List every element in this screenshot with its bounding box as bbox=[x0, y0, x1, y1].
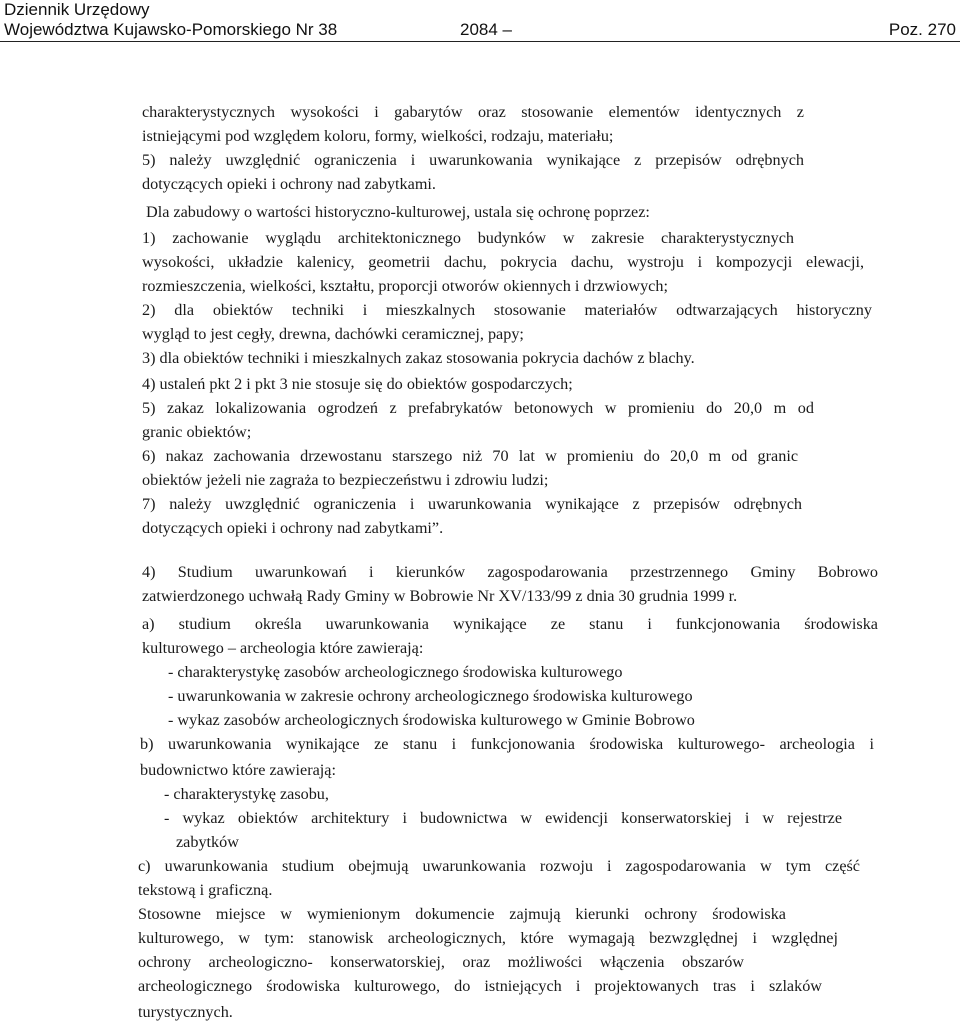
text-line: zatwierdzonego uchwałą Rady Gminy w Bobrowie Nr XV/133/99 z dnia 30 grudnia 1999 r. bbox=[142, 587, 738, 605]
text-line: 1) zachowanie wyglądu architektonicznego budynków w zakresie charakterystycznych bbox=[142, 229, 794, 247]
scanned-document-body bbox=[0, 44, 960, 1033]
text-line: - charakterystykę zasobów archeologicznego środowiska kulturowego bbox=[168, 663, 623, 681]
text-line: a) studium określa uwarunkowania wynikające ze stanu i funkcjonowania środowiska bbox=[142, 615, 878, 633]
text-line: - wykaz obiektów architektury i budownictwa w ewidencji konserwatorskiej i w rejestrze bbox=[164, 809, 842, 827]
text-line: 3) dla obiektów techniki i mieszkalnych zakaz stosowania pokrycia dachów z blachy. bbox=[142, 349, 695, 367]
text-line: - charakterystykę zasobu, bbox=[164, 785, 329, 803]
text-line: 4) Studium uwarunkowań i kierunków zagospodarowania przestrzennego Gminy Bobrowo bbox=[142, 563, 878, 581]
text-line: wysokości, układzie kalenicy, geometrii dachu, pokrycia dachu, wystroju i kompozycji elewacji, bbox=[142, 253, 864, 271]
text-line: 6) nakaz zachowania drzewostanu starszego niż 70 lat w promieniu do 20,0 m od granic bbox=[142, 447, 798, 465]
text-line: 5) należy uwzględnić ograniczenia i uwarunkowania wynikające z przepisów odrębnych bbox=[142, 151, 804, 169]
text-line: charakterystycznych wysokości i gabarytów oraz stosowanie elementów identycznych z bbox=[142, 103, 804, 121]
text-line: b) uwarunkowania wynikające ze stanu i funkcjonowania środowiska kulturowego- archeologia i bbox=[140, 735, 874, 753]
text-line: kulturowego – archeologia które zawierają: bbox=[142, 639, 424, 657]
position-number: Poz. 270 bbox=[888, 20, 956, 39]
text-line: ochrony archeologiczno- konserwatorskiej, oraz możliwości włączenia obszarów bbox=[138, 953, 744, 971]
text-line: obiektów jeżeli nie zagraża to bezpieczeństwu i zdrowiu ludzi; bbox=[142, 471, 549, 489]
header-divider bbox=[0, 41, 960, 42]
journal-subtitle: Województwa Kujawsko-Pomorskiego Nr 38 bbox=[4, 20, 338, 39]
text-line: zabytków bbox=[176, 833, 239, 851]
text-line: istniejącymi pod względem koloru, formy, wielkości, rodzaju, materiału; bbox=[142, 127, 614, 145]
text-line: - wykaz zasobów archeologicznych środowiska kulturowego w Gminie Bobrowo bbox=[168, 711, 695, 729]
page-header bbox=[0, 0, 960, 44]
text-line: 4) ustaleń pkt 2 i pkt 3 nie stosuje się do obiektów gospodarczych; bbox=[142, 375, 573, 393]
text-line: granic obiektów; bbox=[142, 423, 252, 441]
text-line: Dla zabudowy o wartości historyczno-kulturowej, ustala się ochronę poprzez: bbox=[146, 203, 650, 221]
text-line: tekstową i graficzną. bbox=[138, 881, 273, 899]
text-line: dotyczących opieki i ochrony nad zabytkami”. bbox=[142, 519, 444, 537]
text-line: Stosowne miejsce w wymienionym dokumencie zajmują kierunki ochrony środowiska bbox=[138, 905, 786, 923]
text-line: dotyczących opieki i ochrony nad zabytkami. bbox=[142, 175, 436, 193]
text-line: turystycznych. bbox=[138, 1003, 233, 1021]
text-line: rozmieszczenia, wielkości, kształtu, proporcji otworów okiennych i drzwiowych; bbox=[142, 277, 668, 295]
text-line: 5) zakaz lokalizowania ogrodzeń z prefabrykatów betonowych w promieniu do 20,0 m od bbox=[142, 399, 814, 417]
journal-title: Dziennik Urzędowy bbox=[4, 0, 150, 19]
text-line: c) uwarunkowania studium obejmują uwarunkowania rozwoju i zagospodarowania w tym część bbox=[138, 857, 860, 875]
text-line: archeologicznego środowiska kulturowego, do istniejących i projektowanych tras i szlaków bbox=[138, 977, 822, 995]
text-line: - uwarunkowania w zakresie ochrony archeologicznego środowiska kulturowego bbox=[168, 687, 693, 705]
page-number: 2084 – bbox=[460, 20, 513, 39]
text-line: budownictwo które zawierają: bbox=[140, 761, 336, 779]
text-line: wygląd to jest cegły, drewna, dachówki ceramicznej, papy; bbox=[142, 325, 524, 343]
text-line: kulturowego, w tym: stanowisk archeologicznych, które wymagają bezwzględnej i względnej bbox=[138, 929, 838, 947]
text-line: 7) należy uwzględnić ograniczenia i uwarunkowania wynikające z przepisów odrębnych bbox=[142, 495, 802, 513]
text-line: 2) dla obiektów techniki i mieszkalnych stosowanie materiałów odtwarzających historyczny bbox=[142, 301, 872, 319]
